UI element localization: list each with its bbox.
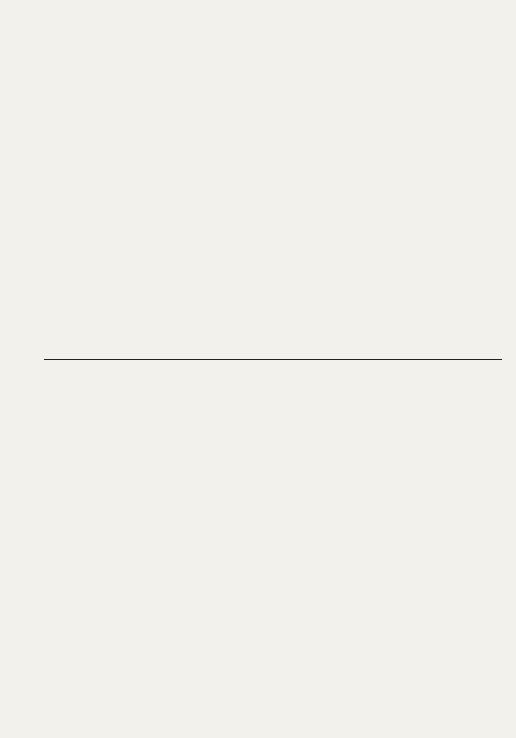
upper-text-band xyxy=(44,36,502,358)
band-divider xyxy=(44,359,502,360)
lower-text-band xyxy=(44,362,502,700)
